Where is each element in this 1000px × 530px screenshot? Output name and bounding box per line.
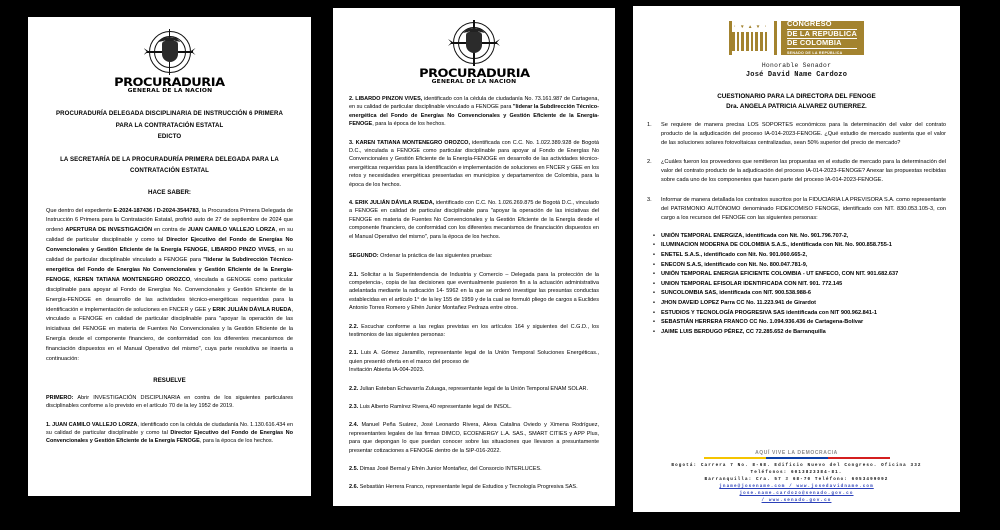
procuraduria-logo — [46, 29, 293, 94]
senator-role: Honorable Senador — [761, 62, 832, 69]
entity-list-item — [647, 309, 946, 319]
entity-label: JHON DAVEID LOPEZ Parra CC No. 11.223.941 de Girardot — [661, 300, 817, 306]
entity-label: UNIÓN TEMPORAL ENERGIZA, identificada con Nit. No. 901.796.707-2, — [661, 232, 849, 239]
entity-label: ILUMINACION MODERNA DE COLOMBIA S.A.S., identificada con Nit. No. 900.858.755-1 — [661, 242, 892, 249]
testimonio-2-2: 2.2. Julian Esteban Echavarría Zuluaga, representante legal de la Unión Temporal ENAM SOLAR. — [349, 385, 588, 392]
footer-email-line-1[interactable]: jname@josename.com / www.josedavidname.com — [719, 484, 874, 489]
question-item — [647, 158, 946, 185]
congreso-wordmark — [781, 21, 864, 55]
entity-label: ENECON S.A.S, identificado con Nit. No. 800.047.781-9, — [661, 261, 808, 268]
congreso-line-3: DE COLOMBIA — [787, 38, 857, 48]
resuelve-label: RESUELVE — [153, 377, 186, 384]
page1-subheading — [46, 154, 293, 177]
entities-bullet-list — [647, 232, 946, 338]
procuraduria-wordmark: PROCURADURIA — [418, 66, 530, 80]
questions-list — [647, 121, 946, 223]
document-page-1 — [28, 17, 311, 496]
bullet-icon: • — [653, 300, 655, 306]
entity-list-item — [647, 261, 946, 271]
question-text: ¿Cuáles fueron los proveedores que remitieron las propuestas en el estudio de mercado para la determinación del valor del contrato producto de la adjudicación del proceso IA-014-2023-FENOGE? Anexar las propuestas recibidas sobre cada uno de los componentes que hacen parte del proceso IA-014-2023-FENOGE. — [661, 159, 946, 184]
bullet-icon: • — [653, 252, 655, 259]
disciplinable-item-4: 4. ERIK JULIÁN DÁVILA RUEDA, identificado con C.C. No. 1.026.269.875 de Bogotá D.C., vinculado a FENOGE en calidad de particular disciplinable para "apoyar la operación de las iniciativas del FENOGE en materia de Fuentes No Convencionales y la Gestión Eficiente de la Energía desde el componente financiero, de conformidad con los diferentes mecanismos de financiación dispuestos en el Manual Operativo del mismo", para la época de los hechos. — [349, 200, 599, 240]
entity-list-item — [647, 299, 946, 309]
question-number: 3. — [647, 196, 652, 203]
congreso-line-1: CONGRESO — [786, 19, 832, 29]
congreso-line-2: DE LA REPÚBLICA — [786, 28, 858, 38]
testimonio-2-1: 2.1. Luis A. Gómez Jaramillo, representante legal de la Unión Temporal Soluciones Energéticas., quien presentó oferta en el marco del proceso de Invitación Abierta IA-004-2023. — [349, 350, 599, 374]
bullet-icon: • — [653, 309, 655, 316]
question-item — [647, 121, 946, 148]
segundo-label: SEGUNDO: Ordenar la práctica de las siguientes pruebas: — [349, 253, 493, 260]
entity-label: ESTUDIOS Y TECNOLOGÍA PROGRESIVA SAS identificada con NIT 900.962.841-1 — [661, 309, 877, 316]
question-item — [647, 196, 946, 223]
subheading-line-1: LA SECRETARÍA DE LA PROCURADURÍA PRIMERA DELEGADA PARA LA — [60, 155, 279, 163]
subheading-line-2: CONTRATACIÓN ESTATAL — [130, 167, 209, 174]
entity-label: SEBASTIÁN HERRERA FRANCO CC No. 1.094.936.436 de Cartagena-Bolívar — [661, 319, 864, 326]
procuraduria-seal-icon — [451, 20, 497, 66]
procuraduria-seal-icon — [147, 29, 193, 75]
bullet-icon: • — [653, 319, 655, 326]
footer-address-line-1: Bogotá: Carrera 7 No. 8-68. Edificio Nuevo del Congreso. Oficina 332 — [671, 463, 922, 468]
disciplinable-item-1: 1. JUAN CAMILO VALLEJO LORZA, identificado con la cédula de ciudadanía No. 1.130.616.434 en su calidad de particular disciplinable y como tal Director Ejecutivo del Fondo de Energías No Convencionales y Gestión Eficiente de la Energía FENOGE, para la época de los hechos. — [46, 421, 294, 445]
page1-body-text: Que dentro del expediente E-2024-187436 / D-2024-3544783, la Procuradora Primera Delegada de Instrucción 6 Primera para la Contratación Estatal, profirió auto de 27 de septiembre de 2024 que ordenó APERTURA DE INVESTIGACIÓN en contra de JUAN CAMILO VALLEJO LORZA, en su calidad de particular disciplinable y como tal Director Ejecutivo del Fondo de Energías No Convencionales y Gestión Eficiente de la Energía FENOGE, LIBARDO PINZO VIVES, en su calidad de particular disciplinable vinculado a FENOGE para "liderar la Subdirección Técnico-energética del Fondo de Energías No Convencionales y Gestión Eficiente de la Energía-FENOGE, KEREN TATIANA MONTENEGRO OROZCO, vinculada a GENOGE como particular disciplinable para apoyar al Fondo de Energías No. Convencionales y Gestión Eficiente de la Energía-FENOGE en desarrollo de las actividades técnico-energéticas requeridas para la identificación e implementación de soluciones en FNCER y GEE y ERIK JULIÁN DÁVILA RUEDA, vinculado a FENOGE en calidad de particular disciplinable para "apoyar la operación de las iniciativas del FENOGE en materia de Fuentes No Convencionales y la Gestión Eficiente de la Energía desde el componente financiero, de conformidad con los diferentes mecanismos de financiación dispuestos en el Manual Operativo del mismo", cuya parte resolutiva se inserta a continuación: — [46, 207, 294, 363]
bullet-icon: • — [653, 290, 655, 297]
question-text: Informar de manera detallada los contratos suscritos por la FIDUCIARIA LA PREVISORA S.A. como representante del PATRIMONIO AUTÓNOMO denominado FIDEICOMISO FENOGE, identificado con NIT. 830.053.105-3, con cargo a los recursos del FENOGE con las siguientes personas: — [661, 196, 946, 221]
footer-address-line-2: Teléfonos: 6013823384-81. — [750, 470, 843, 475]
prueba-2-2: 2.2. Escuchar conforme a las reglas previstas en los artículos 164 y siguientes del C.G.D., los testimonios de las siguientes personas: — [349, 323, 599, 338]
bullet-icon: • — [653, 328, 655, 335]
congreso-logo — [647, 21, 946, 55]
heading-line-3: EDICTO — [157, 133, 182, 140]
senator-name: José David Name Cardozo — [745, 71, 848, 79]
disciplinable-item-3: 3. KAREN TATIANA MONTENEGRO OROZCO, identificada con C.C. No. 1.022.389.928 de Bogotá D.C., vinculada a FENOGE como particular disciplinable para apoyar al Fondo de Energías No Convencionales y Gestión Eficiente de la Energía-FENOGE en desarrollo de las actividades técnico-energéticas requeridas para la identificación e implementación de soluciones en FNCER y GEE en los retos y necesidades energéticas presentadas en municipios y departamentos de Colombia, para la época de los hechos. — [349, 139, 599, 188]
entity-label: ENETEL S.A.S., identificado con Nit. No. 901.060.665-2, — [661, 252, 807, 259]
colombia-flag-icon — [633, 457, 960, 459]
prueba-2-1: 2.1. Solicitar a la Superintendencia de Industria y Comercio – Delegada para la protección de la competencia-, copia de las decisiones que eventualmente pusieron fin a la actuación administrativa adelantada mediante la radicación 14- 5962 en la que se ordenó investigar las presuntas conductas establecidas en el artículo 1° de la ley 155 de 1959 y de la cual se formuló pliego de cargos a Euclides Antonio Torres Romero y Efrén Junior Montañez Pedraza entre otros. — [349, 271, 599, 312]
question-number: 2. — [647, 159, 652, 166]
footer-slogan: AQUÍ VIVE LA DEMOCRACIA — [755, 449, 838, 456]
entity-list-item — [647, 280, 946, 290]
disciplinable-item-2: 2. LIBARDO PINZON VIVES, identificado con la cédula de ciudadanía No. 73.161.987 de Cartagena, en su calidad de particular disciplinable vinculado a FENOGE para "liderar la Subdirección Técnico-energética del Fondo de Energías No Convencionales y Gestión Eficiente de la Energía- FENOGE, para la época de los hechos. — [349, 96, 599, 128]
congreso-dots-icon: · ▾ ▴ ▾ · — [733, 24, 769, 30]
bullet-icon: • — [653, 261, 655, 268]
entity-list-item — [647, 289, 946, 299]
testimonio-2-3: 2.3. Luis Alberto Ramírez Rivera,40 representante legal de INSOL. — [349, 403, 512, 410]
testimonio-2-4: 2.4. Manuel Peña Suárez, José Leonardo Rivera, Alexa Catalina Oviedo y Ximena Rodríguez, representantes legales de las firmas DIMCO, ECOENERGY L.A. SAS., SMART CITIES y APP Plus, para que depongan lo que puedan conocer sobre las situaciones que llevaron a presuntamente presentar cotizaciones a FENOGE dentro de la SIP-016-2022. — [349, 422, 599, 454]
congreso-line-4: SENADO DE LA REPÚBLICA — [787, 48, 857, 56]
hace-saber-label: HACE SABER: — [148, 188, 191, 196]
procuraduria-submark: GENERAL DE LA NACION — [127, 88, 212, 94]
testimonio-2-6: 2.6. Sebastián Herrera Franco, representante legal de Estudios y Tecnología Progresiva SAS. — [349, 484, 578, 491]
entity-label: SUNCOLOMBIA SAS, identificada con NIT. 900.538.988-6 — [661, 290, 811, 297]
entity-list-item — [647, 232, 946, 242]
entity-label: UNIÓN TEMPORAL ENERGIA EFICIENTE COLOMBIA - UT ENFECO, CON NIT. 901.682.637 — [661, 271, 899, 278]
entity-label: JAIME LUIS BERDUGO PÉREZ, CC 72.285.652 de Barranquilla — [661, 328, 826, 335]
entity-label: UNION TEMPORAL EFISOLAR IDENTIFICADA CON NIT. 901. 772.145 — [661, 280, 843, 287]
procuraduria-wordmark: PROCURADURIA — [114, 75, 225, 89]
question-number: 1. — [647, 122, 652, 128]
footer-email-line-2[interactable]: jose.name.cardozo@senado.gov.co — [739, 491, 854, 496]
entity-list-item — [647, 270, 946, 280]
testimonio-2-5: 2.5. Dimas José Bernal y Efrén Junior Montañez, del Consorcio INTERLUCES. — [349, 466, 542, 472]
congreso-footer — [633, 450, 960, 504]
questionnaire-title-line-2: Dra. ANGELA PATRICIA ALVAREZ GUTIERREZ. — [726, 102, 867, 110]
bullet-icon: • — [653, 242, 655, 249]
bullet-icon: • — [653, 280, 655, 287]
congreso-columns-icon — [729, 21, 781, 55]
heading-line-1: PROCURADURÍA DELEGADA DISCIPLINARIA DE INSTRUCCIÓN 6 PRIMERA — [55, 110, 284, 117]
heading-line-2: PARA LA CONTRATACIÓN ESTATAL — [115, 121, 224, 129]
entity-list-item — [647, 328, 946, 338]
questionnaire-title — [647, 92, 946, 111]
question-text: Se requiere de manera precisa LOS SOPORTES económicos para la determinación del valor del contrato producto de la adjudicación del proceso IA-014-2023-FENOGE. ¿Qué estudio de mercado sustenta que el valor de las soluciones solares fotovoltaicas centralizadas, sean 50% superior del precio de mercado? — [661, 122, 946, 147]
document-page-3 — [633, 6, 960, 512]
footer-address-line-3: Barranquilla: Cra. 57 # 68-70 Teléfono: 6053499092 — [704, 477, 889, 482]
entity-list-item — [647, 251, 946, 261]
procuraduria-submark: GENERAL DE LA NACION — [431, 79, 517, 85]
page1-heading — [46, 108, 293, 143]
primero-paragraph: PRIMERO: Abrir INVESTIGACIÓN DISCIPLINARIA en contra de los siguientes particulares disciplinables conforme a lo previsto en el artículo 70 de la ley 1952 de 2019. — [46, 395, 293, 410]
procuraduria-logo-2 — [349, 20, 599, 85]
questionnaire-title-line-1: CUESTIONARIO PARA LA DIRECTORA DEL FENOGE — [717, 93, 876, 100]
document-page-2 — [333, 8, 615, 506]
entity-list-item — [647, 318, 946, 328]
bullet-icon: • — [653, 271, 655, 278]
bullet-icon: • — [653, 232, 655, 239]
footer-email-line-3[interactable]: / www.senado.gov.co — [761, 498, 832, 503]
entity-list-item — [647, 241, 946, 251]
